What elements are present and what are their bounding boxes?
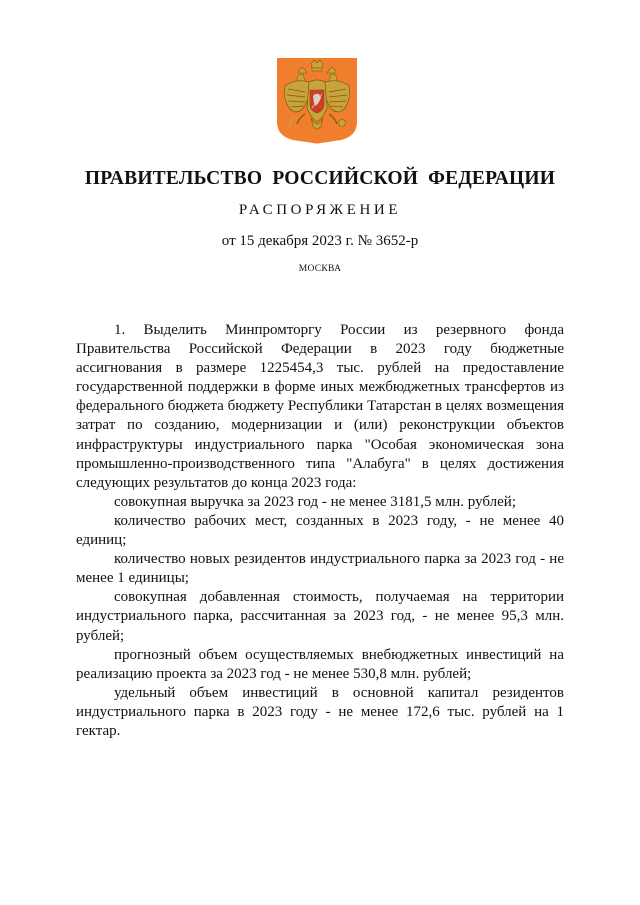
document-body [76,321,564,741]
paragraph-added-value: совокупная добавленная стоимость, получаемая на территории индустриального парка, рассчитанная за 2023 год, - не менее 95,3 млн. рублей; [76,589,564,644]
city: МОСКВА [298,264,342,274]
document-type: РАСПОРЯЖЕНИЕ [238,202,402,218]
paragraph-capital-investments: удельный объем инвестиций в основной капитал резидентов индустриального парка в 2023 году - не менее 172,6 тыс. рублей на 1 гектар. [76,684,564,739]
paragraph-revenue: совокупная выручка за 2023 год - не менее 3181,5 млн. рублей; [114,493,516,510]
russian-coat-of-arms-icon [275,56,359,144]
paragraph-allocation: 1. Выделить Минпромторгу России из резервного фонда Правительства Российской Федерации в 2023 году бюджетные ассигнования в размере 1225454,3 тыс. рублей на предоставление государственной поддержки в форме иных межбюджетных трансфертов из федерального бюджета бюджету Республики Татарстан в целях возмещения затрат по созданию, модернизации и (или) реконструкции объектов инфраструктуры индустриального парка "Особая экономическая зона промышленно-производственного типа "Алабуга" в целях достижения следующих результатов до конца 2023 года: [76,322,564,491]
organization-title: ПРАВИТЕЛЬСТВО РОССИЙСКОЙ ФЕДЕРАЦИИ [84,168,556,189]
document-date-number: от 15 декабря 2023 г. № 3652-р [221,233,419,249]
paragraph-residents: количество новых резидентов индустриального парка за 2023 год - не менее 1 единицы; [76,551,564,587]
paragraph-jobs: количество рабочих мест, созданных в 2023 году, - не менее 40 единиц; [76,512,564,549]
paragraph-investments: прогнозный объем осуществляемых внебюджетных инвестиций на реализацию проекта за 2023 год - не менее 530,8 млн. рублей; [76,646,564,682]
